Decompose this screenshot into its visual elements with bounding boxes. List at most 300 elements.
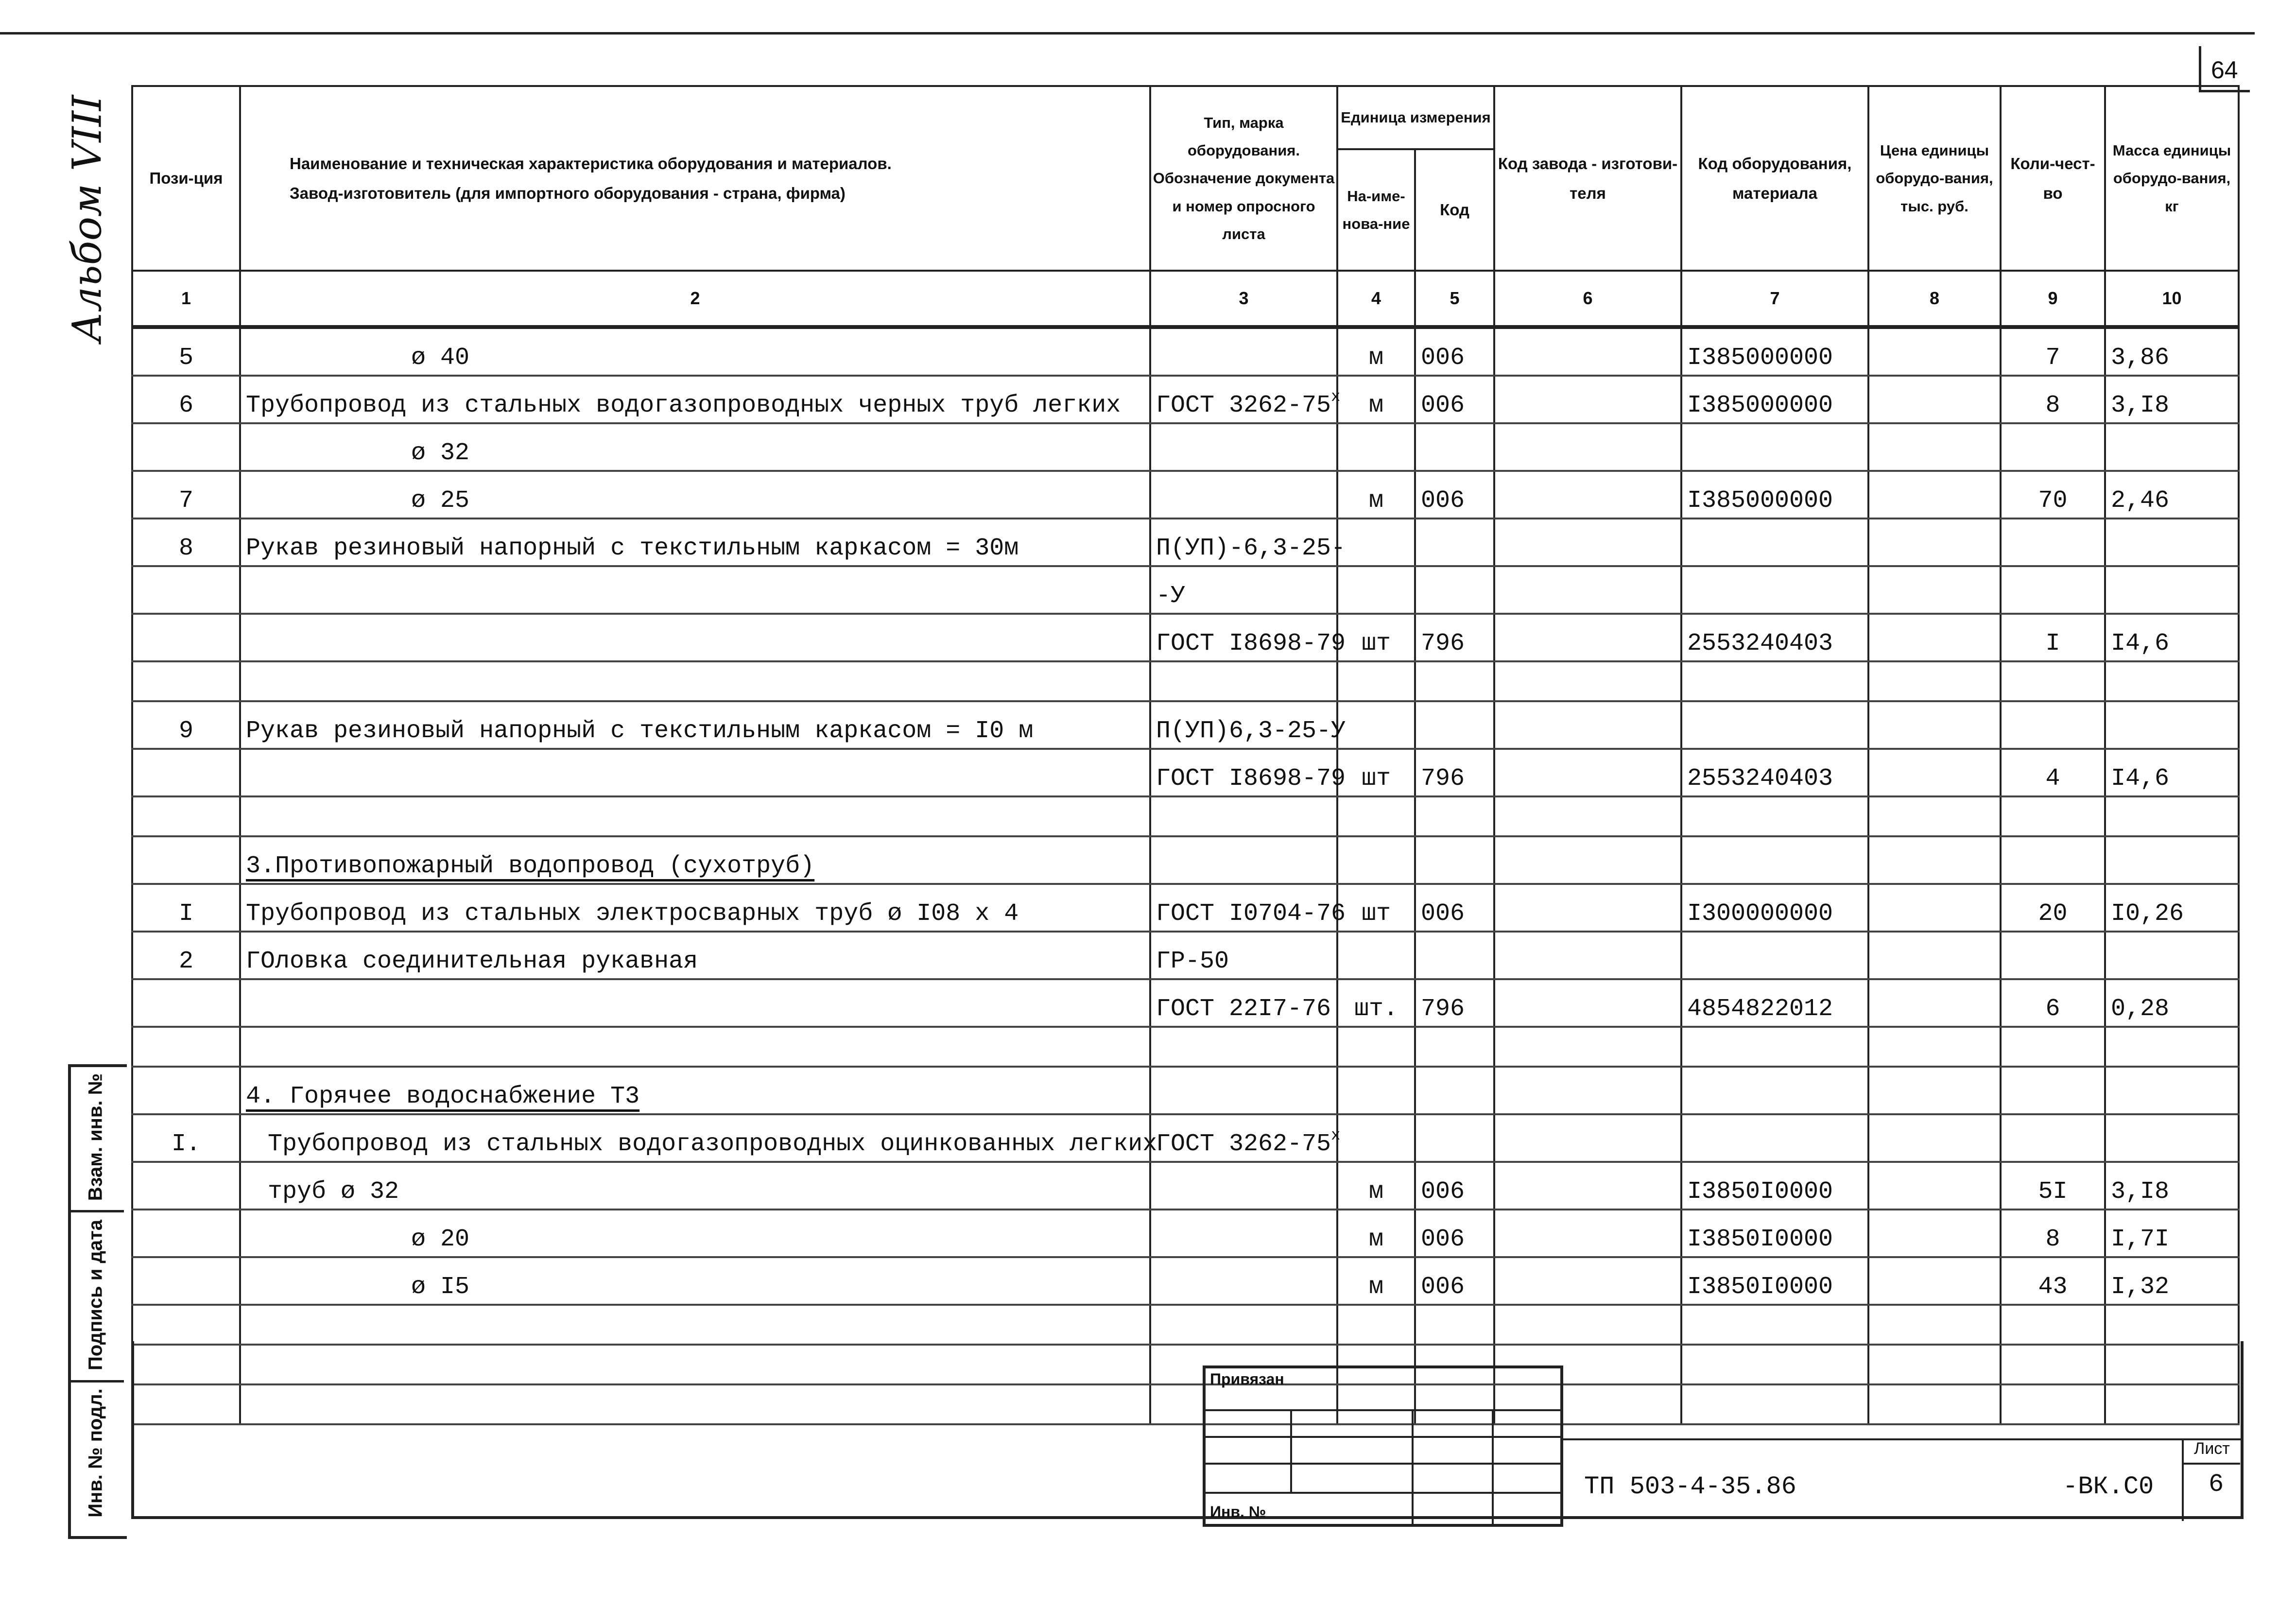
cell-position bbox=[132, 566, 240, 614]
document-designation: ГОСТ I8698-79 bbox=[1156, 630, 1346, 657]
album-label: Альбом VIII bbox=[64, 95, 111, 343]
item-name: Трубопровод из стальных водогазопроводных черных труб легких bbox=[246, 392, 1121, 419]
cell-manufacturer-code bbox=[1494, 518, 1681, 566]
table-row bbox=[132, 566, 2239, 614]
header-quantity: Коли-чест-во bbox=[2001, 86, 2105, 271]
cell-unit bbox=[1337, 661, 1415, 701]
cell-manufacturer-code bbox=[1494, 614, 1681, 661]
cell-position bbox=[132, 1257, 240, 1305]
document-designation: П(УП)-6,3-25- bbox=[1156, 535, 1346, 562]
cell-quantity bbox=[2001, 1305, 2105, 1345]
cell-quantity: 5I bbox=[2001, 1162, 2105, 1210]
privyazan-divider bbox=[1290, 1409, 1292, 1492]
cell-unit: м bbox=[1337, 1162, 1415, 1210]
cell-document bbox=[1150, 1162, 1337, 1210]
document-suffix: -ВК.С0 bbox=[2063, 1472, 2154, 1501]
cell-mass bbox=[2105, 1067, 2239, 1114]
cell-unit bbox=[1337, 1067, 1415, 1114]
section-title: 3.Противопожарный водопровод (сухотруб) bbox=[246, 852, 815, 880]
privyazan-label: Привязан bbox=[1210, 1370, 1284, 1388]
cell-manufacturer-code bbox=[1494, 471, 1681, 518]
sheet-label: Лист bbox=[2194, 1439, 2230, 1458]
header-mass: Масса единицы оборудо-вания, кг bbox=[2105, 86, 2239, 271]
title-block-frame bbox=[131, 1341, 2244, 1519]
cell-unit-code: 006 bbox=[1415, 884, 1494, 932]
cell-position: 9 bbox=[132, 701, 240, 749]
item-name: Рукав резиновый напорный с текстильным каркасом = 30м bbox=[246, 535, 1019, 562]
cell-position bbox=[132, 1210, 240, 1257]
cell-price bbox=[1868, 979, 2001, 1027]
column-number: 6 bbox=[1494, 271, 1681, 327]
column-number: 9 bbox=[2001, 271, 2105, 327]
cell-manufacturer-code bbox=[1494, 1162, 1681, 1210]
header-unit: Единица измерения bbox=[1337, 86, 1494, 149]
cell-position: 6 bbox=[132, 376, 240, 423]
cell-material-code bbox=[1681, 566, 1868, 614]
cell-name bbox=[240, 423, 1150, 471]
table-row bbox=[132, 376, 2239, 423]
cell-document bbox=[1150, 376, 1341, 423]
item-name: Рукав резиновый напорный с текстильным каркасом = I0 м bbox=[246, 717, 1034, 745]
cell-unit-code: 006 bbox=[1415, 471, 1494, 518]
cell-unit bbox=[1337, 836, 1415, 884]
privyazan-line bbox=[1203, 1463, 1560, 1465]
cell-unit-code: 006 bbox=[1415, 327, 1494, 376]
cell-mass: I0,26 bbox=[2105, 884, 2239, 932]
cell-position bbox=[132, 1162, 240, 1210]
cell-unit bbox=[1337, 1305, 1415, 1345]
cell-unit: шт. bbox=[1337, 979, 1415, 1027]
cell-document bbox=[1150, 1257, 1337, 1305]
table-row bbox=[132, 884, 2239, 932]
cell-unit-code bbox=[1415, 518, 1494, 566]
cell-unit: м bbox=[1337, 471, 1415, 518]
cell-position bbox=[132, 423, 240, 471]
cell-position: 5 bbox=[132, 327, 240, 376]
cell-price bbox=[1868, 471, 2001, 518]
cell-material-code: I3850I0000 bbox=[1681, 1162, 1868, 1210]
cell-document bbox=[1150, 1027, 1337, 1067]
cell-manufacturer-code bbox=[1494, 566, 1681, 614]
cell-manufacturer-code bbox=[1494, 661, 1681, 701]
cell-material-code bbox=[1681, 796, 1868, 836]
cell-unit-code bbox=[1415, 566, 1494, 614]
cell-quantity bbox=[2001, 932, 2105, 979]
cell-unit-code bbox=[1415, 1114, 1494, 1162]
cell-quantity bbox=[2001, 836, 2105, 884]
cell-position: 7 bbox=[132, 471, 240, 518]
cell-price bbox=[1868, 796, 2001, 836]
privyazan-line bbox=[1203, 1436, 1560, 1438]
cell-unit-code: 006 bbox=[1415, 1162, 1494, 1210]
cell-name bbox=[240, 1210, 1150, 1257]
cell-material-code: I3850I0000 bbox=[1681, 1257, 1868, 1305]
cell-quantity: 8 bbox=[2001, 376, 2105, 423]
header-name bbox=[240, 86, 1150, 271]
cell-unit: м bbox=[1337, 1257, 1415, 1305]
cell-price bbox=[1868, 661, 2001, 701]
cell-quantity bbox=[2001, 423, 2105, 471]
cell-manufacturer-code bbox=[1494, 1114, 1681, 1162]
cell-position: I bbox=[132, 884, 240, 932]
item-name: Трубопровод из стальных электросварных труб ø I08 x 4 bbox=[246, 900, 1019, 928]
cell-unit-code bbox=[1415, 701, 1494, 749]
table-row bbox=[132, 836, 2239, 884]
cell-mass: 3,86 bbox=[2105, 327, 2239, 376]
page-number: 64 bbox=[2211, 56, 2238, 84]
cell-price bbox=[1868, 1027, 2001, 1067]
cell-unit-code: 796 bbox=[1415, 749, 1494, 796]
cell-price bbox=[1868, 1114, 2001, 1162]
cell-manufacturer-code bbox=[1494, 884, 1681, 932]
table-row bbox=[132, 1210, 2239, 1257]
cell-name bbox=[240, 1027, 1150, 1067]
item-name: ø 32 bbox=[411, 439, 470, 467]
cell-quantity: 43 bbox=[2001, 1257, 2105, 1305]
cell-name bbox=[240, 749, 1150, 796]
cell-mass bbox=[2105, 1114, 2239, 1162]
cell-name bbox=[240, 932, 1150, 979]
document-designation: ГОСТ 3262-75 bbox=[1156, 1130, 1331, 1158]
cell-unit-code bbox=[1415, 1027, 1494, 1067]
cell-material-code bbox=[1681, 1305, 1868, 1345]
cell-document bbox=[1150, 566, 1337, 614]
cell-unit-code bbox=[1415, 661, 1494, 701]
cell-manufacturer-code bbox=[1494, 749, 1681, 796]
document-designation: ГР-50 bbox=[1156, 948, 1229, 975]
cell-quantity bbox=[2001, 1067, 2105, 1114]
cell-name bbox=[240, 1305, 1150, 1345]
cell-name bbox=[240, 701, 1150, 749]
cell-unit: м bbox=[1337, 1210, 1415, 1257]
cell-mass: 0,28 bbox=[2105, 979, 2239, 1027]
table-body bbox=[132, 327, 2239, 1424]
cell-mass: I,7I bbox=[2105, 1210, 2239, 1257]
cell-mass: I,32 bbox=[2105, 1257, 2239, 1305]
cell-mass bbox=[2105, 932, 2239, 979]
cell-position: 2 bbox=[132, 932, 240, 979]
cell-name bbox=[240, 979, 1150, 1027]
cell-mass bbox=[2105, 836, 2239, 884]
cell-document bbox=[1150, 701, 1346, 749]
table-row bbox=[132, 749, 2239, 796]
privyazan-line bbox=[1203, 1492, 1560, 1494]
cell-mass bbox=[2105, 423, 2239, 471]
item-name: ø 25 bbox=[411, 487, 470, 515]
cell-price bbox=[1868, 1305, 2001, 1345]
cell-name bbox=[240, 884, 1150, 932]
cell-unit bbox=[1337, 1114, 1415, 1162]
privyazan-divider bbox=[1492, 1409, 1494, 1524]
item-name: ø 20 bbox=[411, 1226, 470, 1253]
cell-manufacturer-code bbox=[1494, 796, 1681, 836]
cell-document bbox=[1150, 471, 1337, 518]
cell-quantity: 7 bbox=[2001, 327, 2105, 376]
cell-position bbox=[132, 796, 240, 836]
cell-mass bbox=[2105, 796, 2239, 836]
cell-material-code bbox=[1681, 661, 1868, 701]
table-row bbox=[132, 1067, 2239, 1114]
side-stamp-podpis: Подпись и дата bbox=[85, 1220, 106, 1370]
cell-price bbox=[1868, 423, 2001, 471]
cell-price bbox=[1868, 932, 2001, 979]
cell-document bbox=[1150, 979, 1337, 1027]
cell-quantity: 20 bbox=[2001, 884, 2105, 932]
cell-unit: м bbox=[1337, 376, 1415, 423]
cell-position bbox=[132, 1067, 240, 1114]
cell-unit: шт bbox=[1337, 614, 1415, 661]
cell-material-code: 2553240403 bbox=[1681, 614, 1868, 661]
cell-unit-code: 796 bbox=[1415, 614, 1494, 661]
cell-position bbox=[132, 661, 240, 701]
cell-material-code bbox=[1681, 701, 1868, 749]
header-type: Тип, марка оборудования. Обозначение документа и номер опросного листа bbox=[1150, 86, 1337, 271]
document-designation: ГОСТ 22I7-76 bbox=[1156, 995, 1331, 1023]
cell-material-code bbox=[1681, 1114, 1868, 1162]
cell-manufacturer-code bbox=[1494, 932, 1681, 979]
cell-mass: 3,I8 bbox=[2105, 376, 2239, 423]
cell-manufacturer-code bbox=[1494, 1210, 1681, 1257]
cell-quantity: 8 bbox=[2001, 1210, 2105, 1257]
cell-position bbox=[132, 1305, 240, 1345]
cell-document bbox=[1150, 327, 1337, 376]
cell-quantity bbox=[2001, 701, 2105, 749]
cell-price bbox=[1868, 327, 2001, 376]
privyazan-line bbox=[1203, 1409, 1560, 1411]
table-row bbox=[132, 1305, 2239, 1345]
cell-unit: шт bbox=[1337, 884, 1415, 932]
cell-document bbox=[1150, 749, 1346, 796]
title-block-line bbox=[2182, 1463, 2240, 1465]
cell-name bbox=[240, 327, 1150, 376]
cell-mass bbox=[2105, 1305, 2239, 1345]
cell-position: I. bbox=[132, 1114, 240, 1162]
cell-name bbox=[240, 566, 1150, 614]
cell-name bbox=[240, 471, 1150, 518]
cell-unit bbox=[1337, 1027, 1415, 1067]
inventory-number-label: Инв. № bbox=[1210, 1503, 1266, 1521]
cell-mass bbox=[2105, 661, 2239, 701]
item-name: ГОловка соединительная рукавная bbox=[246, 948, 698, 975]
cell-material-code: I385000000 bbox=[1681, 327, 1868, 376]
cell-material-code bbox=[1681, 423, 1868, 471]
document-designation: -У bbox=[1156, 582, 1186, 610]
cell-unit: м bbox=[1337, 327, 1415, 376]
cell-material-code bbox=[1681, 836, 1868, 884]
cell-quantity bbox=[2001, 566, 2105, 614]
header-material-code: Код оборудования, материала bbox=[1681, 86, 1868, 271]
table-row bbox=[132, 614, 2239, 661]
cell-document bbox=[1150, 1305, 1337, 1345]
cell-mass bbox=[2105, 518, 2239, 566]
item-name: ø I5 bbox=[411, 1273, 470, 1301]
cell-price bbox=[1868, 1067, 2001, 1114]
cell-name bbox=[240, 1067, 1150, 1114]
column-number: 5 bbox=[1415, 271, 1494, 327]
header-name-line2: Завод-изготовитель (для импортного оборудования - страна, фирма) bbox=[290, 184, 846, 202]
header-position: Пози-ция bbox=[132, 86, 240, 271]
privyazan-divider bbox=[1412, 1409, 1414, 1524]
table-row bbox=[132, 1162, 2239, 1210]
cell-mass: 2,46 bbox=[2105, 471, 2239, 518]
cell-price bbox=[1868, 749, 2001, 796]
cell-mass bbox=[2105, 701, 2239, 749]
cell-price bbox=[1868, 701, 2001, 749]
cell-mass: I4,6 bbox=[2105, 614, 2239, 661]
cell-material-code: 2553240403 bbox=[1681, 749, 1868, 796]
cell-name bbox=[240, 614, 1150, 661]
cell-manufacturer-code bbox=[1494, 1257, 1681, 1305]
header-price: Цена единицы оборудо-вания, тыс. руб. bbox=[1868, 86, 2001, 271]
cell-quantity bbox=[2001, 1114, 2105, 1162]
cell-material-code bbox=[1681, 1027, 1868, 1067]
cell-name bbox=[240, 376, 1150, 423]
column-number: 10 bbox=[2105, 271, 2239, 327]
cell-quantity: 70 bbox=[2001, 471, 2105, 518]
table-row bbox=[132, 471, 2239, 518]
cell-mass: I4,6 bbox=[2105, 749, 2239, 796]
cell-document bbox=[1150, 932, 1337, 979]
column-number: 8 bbox=[1868, 271, 2001, 327]
cell-mass bbox=[2105, 566, 2239, 614]
cell-position bbox=[132, 1027, 240, 1067]
cell-material-code bbox=[1681, 1067, 1868, 1114]
column-number: 3 bbox=[1150, 271, 1337, 327]
document-code: ТП 503-4-35.86 bbox=[1584, 1472, 1796, 1501]
cell-quantity: 4 bbox=[2001, 749, 2105, 796]
table-row bbox=[132, 1027, 2239, 1067]
cell-material-code: I385000000 bbox=[1681, 471, 1868, 518]
table-row bbox=[132, 979, 2239, 1027]
document-designation: ГОСТ 3262-75 bbox=[1156, 392, 1331, 419]
cell-name bbox=[240, 1114, 1157, 1162]
table-header bbox=[132, 86, 2239, 327]
cell-position bbox=[132, 614, 240, 661]
header-name-line1: Наименование и техническая характеристика оборудования и материалов. bbox=[290, 154, 892, 173]
cell-material-code: I3850I0000 bbox=[1681, 1210, 1868, 1257]
cell-unit-code bbox=[1415, 932, 1494, 979]
cell-unit-code bbox=[1415, 1067, 1494, 1114]
cell-material-code bbox=[1681, 518, 1868, 566]
cell-price bbox=[1868, 1257, 2001, 1305]
cell-unit-code: 796 bbox=[1415, 979, 1494, 1027]
cell-price bbox=[1868, 566, 2001, 614]
column-number: 4 bbox=[1337, 271, 1415, 327]
cell-document bbox=[1150, 1067, 1337, 1114]
cell-unit bbox=[1337, 796, 1415, 836]
cell-document bbox=[1150, 423, 1337, 471]
cell-manufacturer-code bbox=[1494, 1305, 1681, 1345]
cell-price bbox=[1868, 1210, 2001, 1257]
cell-unit bbox=[1337, 566, 1415, 614]
cell-unit-code: 006 bbox=[1415, 1257, 1494, 1305]
cell-manufacturer-code bbox=[1494, 836, 1681, 884]
cell-document bbox=[1150, 1210, 1337, 1257]
cell-document bbox=[1150, 614, 1346, 661]
cell-document bbox=[1150, 836, 1337, 884]
cell-price bbox=[1868, 836, 2001, 884]
cell-document bbox=[1150, 661, 1337, 701]
document-designation: ГОСТ I0704-76 bbox=[1156, 900, 1346, 928]
document-superscript: x bbox=[1331, 1126, 1341, 1144]
column-number: 1 bbox=[132, 271, 240, 327]
cell-price bbox=[1868, 1162, 2001, 1210]
cell-manufacturer-code bbox=[1494, 701, 1681, 749]
cell-name bbox=[240, 796, 1150, 836]
cell-manufacturer-code bbox=[1494, 423, 1681, 471]
cell-unit: шт bbox=[1337, 749, 1415, 796]
cell-quantity bbox=[2001, 796, 2105, 836]
cell-unit-code bbox=[1415, 836, 1494, 884]
cell-name bbox=[240, 1162, 1150, 1210]
header-unit-code: Код bbox=[1415, 149, 1494, 271]
cell-manufacturer-code bbox=[1494, 327, 1681, 376]
cell-quantity bbox=[2001, 661, 2105, 701]
cell-name bbox=[240, 661, 1150, 701]
cell-mass: 3,I8 bbox=[2105, 1162, 2239, 1210]
table-row bbox=[132, 518, 2239, 566]
document-designation: ГОСТ I8698-79 bbox=[1156, 765, 1346, 793]
table-row bbox=[132, 1257, 2239, 1305]
cell-position: 8 bbox=[132, 518, 240, 566]
cell-manufacturer-code bbox=[1494, 376, 1681, 423]
top-rule bbox=[0, 32, 2255, 35]
table-row bbox=[132, 423, 2239, 471]
document-superscript: x bbox=[1331, 388, 1341, 406]
cell-quantity: 6 bbox=[2001, 979, 2105, 1027]
table-row bbox=[132, 661, 2239, 701]
cell-price bbox=[1868, 614, 2001, 661]
cell-name bbox=[240, 836, 1150, 884]
cell-position bbox=[132, 836, 240, 884]
cell-unit-code bbox=[1415, 423, 1494, 471]
cell-unit-code: 006 bbox=[1415, 376, 1494, 423]
cell-unit bbox=[1337, 423, 1415, 471]
cell-unit bbox=[1337, 518, 1415, 566]
table-row bbox=[132, 1114, 2239, 1162]
cell-name bbox=[240, 518, 1150, 566]
cell-unit-code: 006 bbox=[1415, 1210, 1494, 1257]
header-column-numbers bbox=[132, 271, 2239, 327]
cell-position bbox=[132, 749, 240, 796]
cell-unit bbox=[1337, 701, 1415, 749]
item-name: ø 40 bbox=[411, 344, 470, 372]
cell-document bbox=[1150, 518, 1346, 566]
table-row bbox=[132, 932, 2239, 979]
cell-mass bbox=[2105, 1027, 2239, 1067]
table-row bbox=[132, 327, 2239, 376]
sheet-number: 6 bbox=[2209, 1470, 2224, 1499]
cell-price bbox=[1868, 518, 2001, 566]
cell-unit-code bbox=[1415, 796, 1494, 836]
item-name: Трубопровод из стальных водогазопроводных оцинкованных легких bbox=[268, 1130, 1157, 1158]
cell-material-code: I385000000 bbox=[1681, 376, 1868, 423]
cell-unit bbox=[1337, 932, 1415, 979]
cell-material-code: 4854822012 bbox=[1681, 979, 1868, 1027]
cell-position bbox=[132, 979, 240, 1027]
cell-unit-code bbox=[1415, 1305, 1494, 1345]
table-row bbox=[132, 701, 2239, 749]
cell-manufacturer-code bbox=[1494, 1027, 1681, 1067]
cell-material-code: I300000000 bbox=[1681, 884, 1868, 932]
cell-price bbox=[1868, 376, 2001, 423]
cell-quantity bbox=[2001, 1027, 2105, 1067]
section-title: 4. Горячее водоснабжение Т3 bbox=[246, 1083, 640, 1110]
title-block-line bbox=[1560, 1438, 2241, 1440]
header-mfr-code: Код завода - изготови-теля bbox=[1494, 86, 1681, 271]
cell-document bbox=[1150, 796, 1337, 836]
column-number: 2 bbox=[240, 271, 1150, 327]
